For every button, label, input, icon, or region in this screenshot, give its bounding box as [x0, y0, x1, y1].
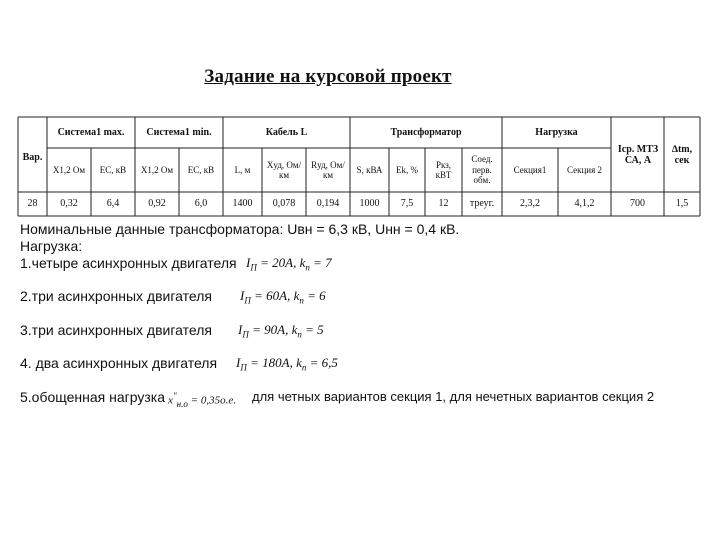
formula-5: $x^"_{н.о} = 0,35о.е$.	[168, 391, 236, 409]
cell-e1: 6,4	[106, 198, 120, 210]
col-pkz: Pкз, кВТ	[435, 159, 452, 180]
formula-3-k: 5	[317, 322, 324, 337]
group-system-min: Система1 min.	[146, 126, 212, 138]
col-x2: X1,2 Ом	[140, 164, 174, 175]
group-load: Нагрузка	[535, 126, 578, 138]
cell-isr-mtz: 700	[630, 198, 645, 210]
col-length: L, м	[234, 164, 251, 175]
col-s: S, кВА	[356, 164, 383, 175]
col-delta-tm: ∆tm, сек	[671, 143, 693, 166]
load-item-5: 5.обощенная нагрузка	[20, 389, 166, 405]
cell-section-2: 4,1,2	[574, 198, 595, 210]
group-cable: Кабель L	[265, 126, 308, 138]
cell-x2: 0,92	[148, 198, 166, 210]
cell-xud: 0,078	[272, 198, 296, 210]
formula-1-k: 7	[325, 255, 332, 270]
cell-delta-tm: 1,5	[675, 198, 689, 210]
formula-4: $I_П = 180A$, $k_п = 6,5$	[236, 355, 338, 373]
page-title: Задание на курсовой проект	[204, 66, 452, 87]
formula-2-k: 6	[319, 288, 326, 303]
col-section-1: Секция1	[513, 164, 547, 175]
col-ek: Ek, %	[396, 164, 418, 175]
cell-section-1: 2,3,2	[520, 198, 540, 210]
formula-2-current: 60A	[266, 288, 288, 303]
col-var: Вар.	[22, 152, 43, 164]
col-e1: EC, кВ	[99, 164, 127, 175]
cell-x1: 0,32	[60, 198, 78, 210]
col-e2: EC, кВ	[187, 164, 215, 175]
formula-3-current: 90A	[264, 322, 286, 337]
col-section-2: Секция 2	[566, 164, 602, 175]
col-rud: Rуд, Ом/км	[311, 159, 345, 180]
cell-connection: треуг.	[469, 198, 495, 210]
cell-var: 28	[27, 198, 38, 210]
section-note: для четных вариантов секция 1, для нечетных вариантов секция 2	[252, 389, 655, 404]
group-system-max: Система1 max.	[57, 126, 125, 138]
col-x1: X1,2 Ом	[52, 164, 86, 175]
formula-1: $I_П = 20A$, $k_п = 7$	[246, 255, 332, 273]
load-item-1: 1.четыре асинхронных двигателя	[20, 255, 237, 271]
load-item-2: 2.три асинхронных двигателя	[20, 288, 212, 304]
load-item-3: 3.три асинхронных двигателя	[20, 322, 212, 338]
formula-4-k: 6,5	[321, 355, 338, 370]
nominal-data: Номинальные данные трансформатора: Uвн = 6,3 кВ, Uнн = 0,4 кВ.	[20, 221, 460, 237]
formula-1-current: 20A	[272, 255, 294, 270]
cell-s: 1000	[359, 198, 380, 210]
cell-e2: 6,0	[194, 198, 208, 210]
load-label: Нагрузка:	[20, 238, 83, 254]
formula-3: $I_П = 90A$, $k_п = 5$	[238, 322, 324, 340]
cell-length: 1400	[232, 198, 253, 210]
col-xud: Xуд, Ом/км	[266, 159, 302, 180]
cell-ek: 7,5	[400, 198, 414, 210]
formula-2: $I_П = 60A$, $k_п = 6$	[240, 288, 326, 306]
formula-4-current: 180A	[262, 355, 290, 370]
cell-rud: 0,194	[316, 198, 340, 210]
group-transformer: Трансформатор	[390, 126, 462, 138]
col-connection: Соед. перв. обм.	[471, 154, 493, 186]
formula-5-value: 0,35о.е.	[200, 394, 236, 407]
col-isr-mtz: Iср. МТЗ СА, А	[617, 143, 659, 166]
cell-pkz: 12	[438, 198, 449, 210]
load-item-4: 4. два асинхронных двигателя	[20, 355, 218, 371]
